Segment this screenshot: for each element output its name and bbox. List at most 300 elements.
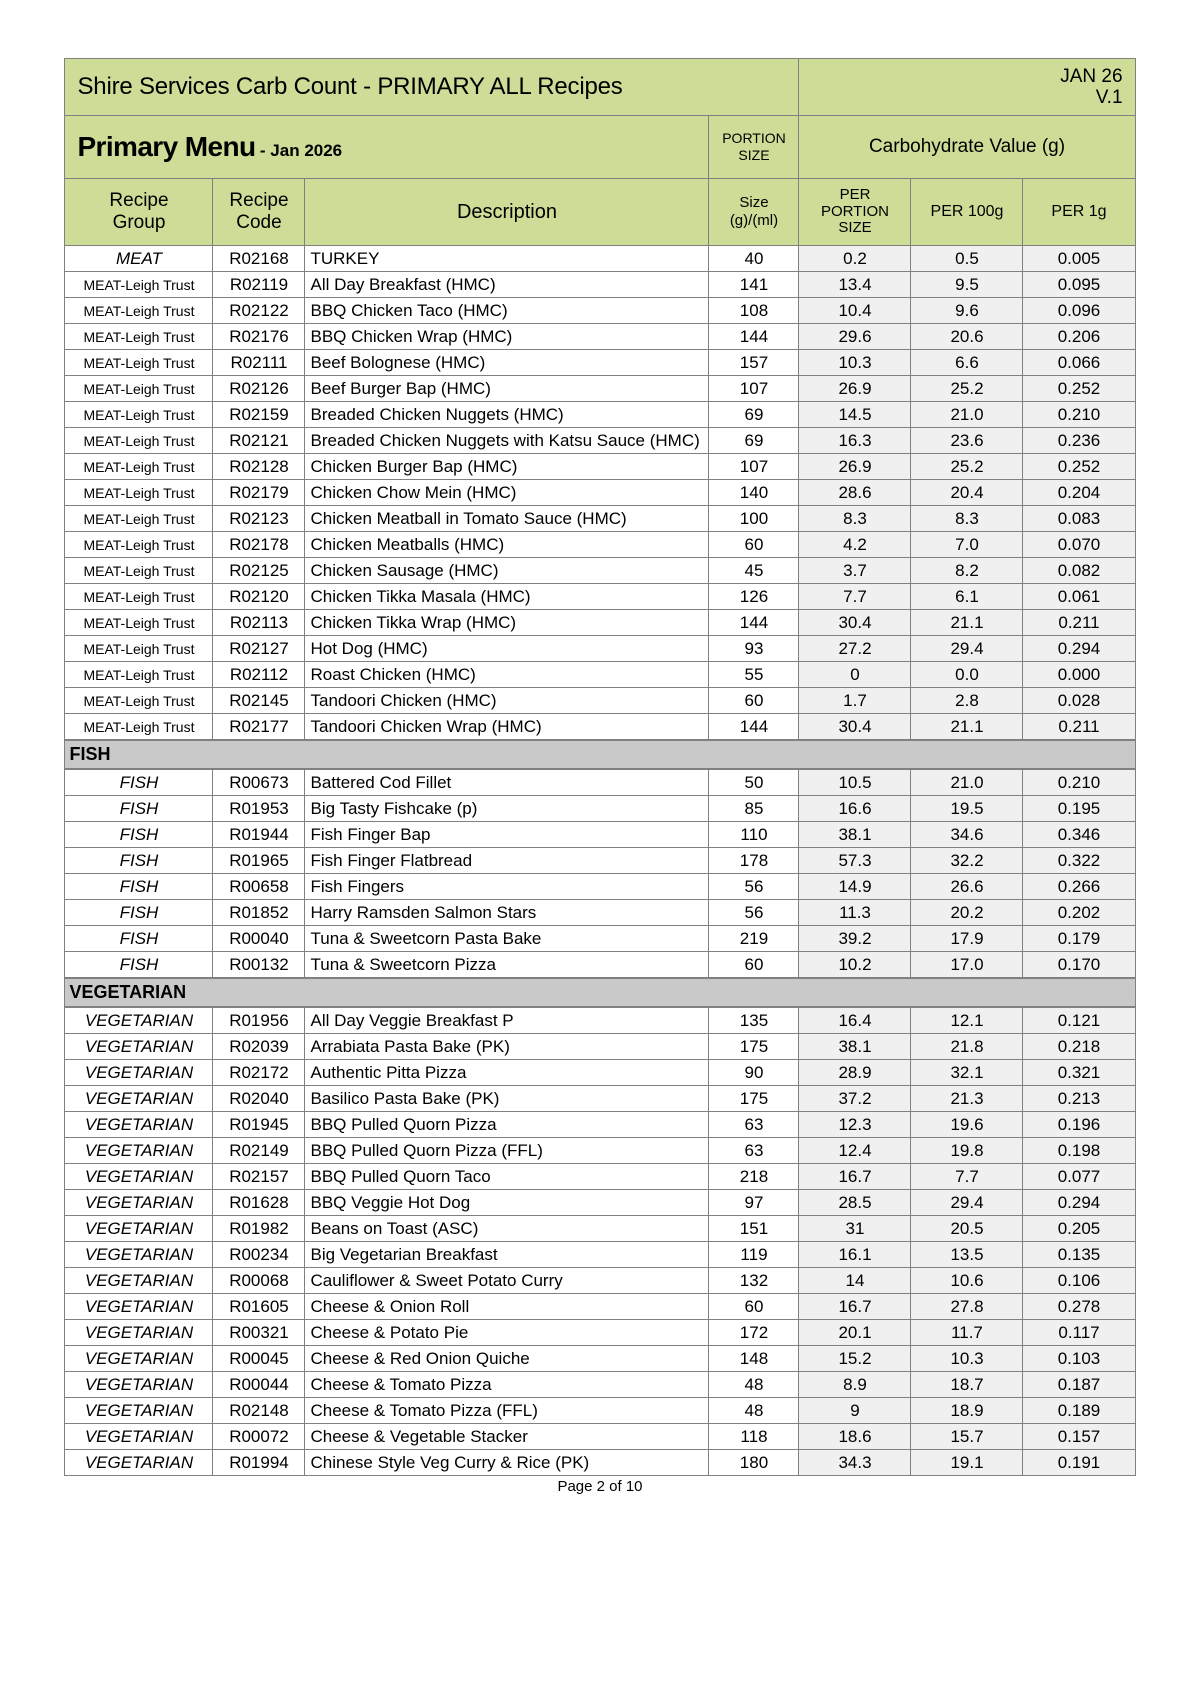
cell-recipe-group: MEAT-Leigh Trust <box>65 480 213 506</box>
cell-description: Cheese & Onion Roll <box>305 1294 709 1320</box>
cell-per-1g: 0.322 <box>1023 848 1135 874</box>
cell-size: 180 <box>709 1450 799 1476</box>
cell-per-100g: 25.2 <box>911 454 1023 480</box>
cell-per-portion-size: 16.7 <box>799 1164 911 1190</box>
cell-recipe-group: VEGETARIAN <box>65 1164 213 1190</box>
table-row <box>65 1112 1135 1138</box>
portion-size-line2: SIZE <box>738 147 770 163</box>
cell-recipe-code: R01628 <box>213 1190 305 1216</box>
cell-per-100g: 20.4 <box>911 480 1023 506</box>
menu-subtitle: - Jan 2026 <box>259 141 343 160</box>
col-size <box>709 179 799 246</box>
cell-per-1g: 0.121 <box>1023 1007 1135 1034</box>
cell-recipe-group: FISH <box>65 848 213 874</box>
cell-per-1g: 0.096 <box>1023 298 1135 324</box>
cell-recipe-group: VEGETARIAN <box>65 1086 213 1112</box>
table-row <box>65 1164 1135 1190</box>
cell-per-1g: 0.187 <box>1023 1372 1135 1398</box>
cell-recipe-code: R00132 <box>213 952 305 979</box>
cell-size: 132 <box>709 1268 799 1294</box>
cell-per-100g: 6.1 <box>911 584 1023 610</box>
cell-size: 119 <box>709 1242 799 1268</box>
carb-count-table <box>64 58 1135 1476</box>
cell-size: 40 <box>709 246 799 272</box>
cell-per-1g: 0.106 <box>1023 1268 1135 1294</box>
cell-size: 175 <box>709 1086 799 1112</box>
cell-size: 69 <box>709 402 799 428</box>
cell-recipe-code: R01994 <box>213 1450 305 1476</box>
cell-recipe-code: R02178 <box>213 532 305 558</box>
cell-recipe-code: R02127 <box>213 636 305 662</box>
cell-recipe-group: MEAT-Leigh Trust <box>65 688 213 714</box>
cell-size: 172 <box>709 1320 799 1346</box>
cell-recipe-code: R02159 <box>213 402 305 428</box>
cell-per-1g: 0.157 <box>1023 1424 1135 1450</box>
cell-size: 144 <box>709 324 799 350</box>
cell-recipe-code: R01945 <box>213 1112 305 1138</box>
cell-description: Battered Cod Fillet <box>305 769 709 796</box>
cell-recipe-code: R02157 <box>213 1164 305 1190</box>
cell-per-1g: 0.103 <box>1023 1346 1135 1372</box>
cell-recipe-group: MEAT-Leigh Trust <box>65 506 213 532</box>
cell-size: 108 <box>709 298 799 324</box>
cell-per-1g: 0.170 <box>1023 952 1135 979</box>
cell-per-1g: 0.082 <box>1023 558 1135 584</box>
cell-description: BBQ Pulled Quorn Taco <box>305 1164 709 1190</box>
col-recipe-code-line1: Recipe <box>229 190 289 212</box>
cell-per-portion-size: 0 <box>799 662 911 688</box>
table-row <box>65 900 1135 926</box>
version-month: JAN 26 <box>1060 65 1123 87</box>
cell-recipe-group: FISH <box>65 769 213 796</box>
cell-recipe-code: R02128 <box>213 454 305 480</box>
cell-per-1g: 0.202 <box>1023 900 1135 926</box>
column-header-row <box>65 179 1135 246</box>
cell-per-portion-size: 39.2 <box>799 926 911 952</box>
cell-description: Breaded Chicken Nuggets with Katsu Sauce (HMC) <box>305 428 709 454</box>
cell-per-portion-size: 38.1 <box>799 822 911 848</box>
cell-per-1g: 0.191 <box>1023 1450 1135 1476</box>
document-title-row <box>65 59 1135 116</box>
table-row <box>65 376 1135 402</box>
cell-recipe-code: R02111 <box>213 350 305 376</box>
cell-description: Cheese & Tomato Pizza (FFL) <box>305 1398 709 1424</box>
cell-per-portion-size: 14.5 <box>799 402 911 428</box>
cell-size: 56 <box>709 874 799 900</box>
cell-recipe-group: FISH <box>65 952 213 979</box>
table-row <box>65 480 1135 506</box>
cell-size: 60 <box>709 532 799 558</box>
cell-per-portion-size: 12.3 <box>799 1112 911 1138</box>
cell-description: Cheese & Potato Pie <box>305 1320 709 1346</box>
cell-size: 60 <box>709 952 799 979</box>
table-row <box>65 769 1135 796</box>
cell-size: 144 <box>709 610 799 636</box>
table-row <box>65 952 1135 979</box>
cell-per-100g: 17.0 <box>911 952 1023 979</box>
cell-per-portion-size: 15.2 <box>799 1346 911 1372</box>
cell-description: Cheese & Tomato Pizza <box>305 1372 709 1398</box>
cell-size: 48 <box>709 1398 799 1424</box>
cell-description: Arrabiata Pasta Bake (PK) <box>305 1034 709 1060</box>
cell-recipe-group: VEGETARIAN <box>65 1450 213 1476</box>
cell-size: 63 <box>709 1138 799 1164</box>
cell-size: 107 <box>709 454 799 480</box>
col-recipe-code-line2: Code <box>236 212 282 233</box>
table-row <box>65 558 1135 584</box>
cell-per-portion-size: 11.3 <box>799 900 911 926</box>
cell-per-100g: 0.5 <box>911 246 1023 272</box>
cell-recipe-code: R02120 <box>213 584 305 610</box>
table-row <box>65 246 1135 272</box>
cell-per-1g: 0.346 <box>1023 822 1135 848</box>
cell-description: Harry Ramsden Salmon Stars <box>305 900 709 926</box>
cell-description: Beef Burger Bap (HMC) <box>305 376 709 402</box>
cell-per-1g: 0.198 <box>1023 1138 1135 1164</box>
col-size-line2: (g)/(ml) <box>729 212 779 229</box>
cell-per-100g: 26.6 <box>911 874 1023 900</box>
cell-per-portion-size: 30.4 <box>799 610 911 636</box>
cell-recipe-code: R00044 <box>213 1372 305 1398</box>
cell-recipe-code: R02040 <box>213 1086 305 1112</box>
cell-per-1g: 0.179 <box>1023 926 1135 952</box>
cell-per-100g: 21.0 <box>911 769 1023 796</box>
cell-description: Beans on Toast (ASC) <box>305 1216 709 1242</box>
cell-description: Chicken Meatballs (HMC) <box>305 532 709 558</box>
col-per-1g: PER 1g <box>1023 179 1135 246</box>
cell-size: 48 <box>709 1372 799 1398</box>
cell-per-1g: 0.077 <box>1023 1164 1135 1190</box>
cell-recipe-group: MEAT-Leigh Trust <box>65 376 213 402</box>
cell-per-100g: 19.5 <box>911 796 1023 822</box>
cell-per-100g: 21.3 <box>911 1086 1023 1112</box>
cell-description: BBQ Pulled Quorn Pizza <box>305 1112 709 1138</box>
cell-per-100g: 20.5 <box>911 1216 1023 1242</box>
cell-per-portion-size: 10.2 <box>799 952 911 979</box>
table-row <box>65 1450 1135 1476</box>
cell-per-100g: 0.0 <box>911 662 1023 688</box>
table-row <box>65 1190 1135 1216</box>
cell-recipe-code: R00040 <box>213 926 305 952</box>
cell-recipe-group: VEGETARIAN <box>65 1424 213 1450</box>
cell-recipe-group: MEAT <box>65 246 213 272</box>
table-row <box>65 1242 1135 1268</box>
cell-recipe-code: R02177 <box>213 714 305 741</box>
cell-per-portion-size: 7.7 <box>799 584 911 610</box>
cell-per-1g: 0.000 <box>1023 662 1135 688</box>
cell-recipe-code: R02119 <box>213 272 305 298</box>
table-row <box>65 1138 1135 1164</box>
cell-per-portion-size: 10.5 <box>799 769 911 796</box>
cell-recipe-group: MEAT-Leigh Trust <box>65 636 213 662</box>
cell-description: Basilico Pasta Bake (PK) <box>305 1086 709 1112</box>
cell-recipe-code: R00045 <box>213 1346 305 1372</box>
carbohydrate-value-header: Carbohydrate Value (g) <box>799 116 1135 179</box>
cell-per-1g: 0.252 <box>1023 376 1135 402</box>
cell-recipe-group: MEAT-Leigh Trust <box>65 402 213 428</box>
cell-description: All Day Breakfast (HMC) <box>305 272 709 298</box>
cell-per-portion-size: 37.2 <box>799 1086 911 1112</box>
cell-recipe-group: FISH <box>65 874 213 900</box>
cell-recipe-code: R00234 <box>213 1242 305 1268</box>
cell-description: Big Tasty Fishcake (p) <box>305 796 709 822</box>
table-row <box>65 532 1135 558</box>
cell-per-portion-size: 28.9 <box>799 1060 911 1086</box>
cell-recipe-group: VEGETARIAN <box>65 1398 213 1424</box>
cell-recipe-code: R02149 <box>213 1138 305 1164</box>
cell-description: Chicken Tikka Masala (HMC) <box>305 584 709 610</box>
cell-size: 126 <box>709 584 799 610</box>
table-row <box>65 1216 1135 1242</box>
cell-per-portion-size: 16.4 <box>799 1007 911 1034</box>
cell-per-1g: 0.028 <box>1023 688 1135 714</box>
cell-per-100g: 9.5 <box>911 272 1023 298</box>
cell-recipe-code: R02126 <box>213 376 305 402</box>
cell-per-1g: 0.252 <box>1023 454 1135 480</box>
cell-recipe-code: R02148 <box>213 1398 305 1424</box>
cell-per-portion-size: 13.4 <box>799 272 911 298</box>
table-row <box>65 350 1135 376</box>
cell-recipe-code: R02122 <box>213 298 305 324</box>
table-row <box>65 714 1135 741</box>
cell-description: Tuna & Sweetcorn Pizza <box>305 952 709 979</box>
cell-recipe-code: R01605 <box>213 1294 305 1320</box>
cell-per-100g: 27.8 <box>911 1294 1023 1320</box>
cell-per-100g: 20.2 <box>911 900 1023 926</box>
cell-per-portion-size: 26.9 <box>799 454 911 480</box>
table-row <box>65 584 1135 610</box>
cell-description: Cheese & Vegetable Stacker <box>305 1424 709 1450</box>
cell-per-portion-size: 20.1 <box>799 1320 911 1346</box>
cell-per-100g: 11.7 <box>911 1320 1023 1346</box>
cell-description: BBQ Chicken Taco (HMC) <box>305 298 709 324</box>
cell-size: 151 <box>709 1216 799 1242</box>
cell-description: Cauliflower & Sweet Potato Curry <box>305 1268 709 1294</box>
cell-recipe-group: FISH <box>65 926 213 952</box>
table-row <box>65 1060 1135 1086</box>
cell-per-1g: 0.061 <box>1023 584 1135 610</box>
cell-description: Breaded Chicken Nuggets (HMC) <box>305 402 709 428</box>
cell-recipe-group: MEAT-Leigh Trust <box>65 532 213 558</box>
table-row <box>65 1320 1135 1346</box>
table-row <box>65 1398 1135 1424</box>
cell-size: 60 <box>709 688 799 714</box>
cell-per-portion-size: 27.2 <box>799 636 911 662</box>
menu-title-cell <box>65 116 709 179</box>
cell-description: Hot Dog (HMC) <box>305 636 709 662</box>
cell-size: 135 <box>709 1007 799 1034</box>
cell-per-100g: 19.6 <box>911 1112 1023 1138</box>
col-per-portion-size <box>799 179 911 246</box>
cell-per-portion-size: 8.9 <box>799 1372 911 1398</box>
cell-per-100g: 21.1 <box>911 714 1023 741</box>
cell-recipe-code: R01965 <box>213 848 305 874</box>
cell-per-100g: 19.8 <box>911 1138 1023 1164</box>
cell-per-1g: 0.083 <box>1023 506 1135 532</box>
menu-header-row <box>65 116 1135 179</box>
cell-description: Chinese Style Veg Curry & Rice (PK) <box>305 1450 709 1476</box>
cell-size: 85 <box>709 796 799 822</box>
cell-per-portion-size: 16.3 <box>799 428 911 454</box>
table-row <box>65 822 1135 848</box>
cell-per-portion-size: 57.3 <box>799 848 911 874</box>
table-row <box>65 874 1135 900</box>
cell-per-100g: 21.8 <box>911 1034 1023 1060</box>
cell-per-1g: 0.117 <box>1023 1320 1135 1346</box>
table-row <box>65 298 1135 324</box>
cell-per-portion-size: 4.2 <box>799 532 911 558</box>
cell-recipe-code: R02121 <box>213 428 305 454</box>
cell-recipe-group: MEAT-Leigh Trust <box>65 454 213 480</box>
cell-per-1g: 0.206 <box>1023 324 1135 350</box>
col-recipe-group <box>65 179 213 246</box>
cell-recipe-code: R02123 <box>213 506 305 532</box>
cell-description: Tandoori Chicken Wrap (HMC) <box>305 714 709 741</box>
cell-per-portion-size: 18.6 <box>799 1424 911 1450</box>
cell-per-100g: 17.9 <box>911 926 1023 952</box>
cell-description: Chicken Meatball in Tomato Sauce (HMC) <box>305 506 709 532</box>
cell-description: BBQ Pulled Quorn Pizza (FFL) <box>305 1138 709 1164</box>
cell-per-1g: 0.189 <box>1023 1398 1135 1424</box>
document-title: Shire Services Carb Count - PRIMARY ALL Recipes <box>65 59 799 116</box>
cell-recipe-code: R01953 <box>213 796 305 822</box>
cell-recipe-code: R01956 <box>213 1007 305 1034</box>
cell-per-1g: 0.005 <box>1023 246 1135 272</box>
cell-per-portion-size: 30.4 <box>799 714 911 741</box>
cell-size: 118 <box>709 1424 799 1450</box>
cell-recipe-code: R02125 <box>213 558 305 584</box>
col-per-portion-line1: PER <box>839 185 871 203</box>
cell-description: Chicken Burger Bap (HMC) <box>305 454 709 480</box>
cell-size: 100 <box>709 506 799 532</box>
cell-per-100g: 8.2 <box>911 558 1023 584</box>
cell-size: 63 <box>709 1112 799 1138</box>
cell-recipe-group: VEGETARIAN <box>65 1138 213 1164</box>
cell-description: Fish Finger Flatbread <box>305 848 709 874</box>
cell-per-100g: 18.7 <box>911 1372 1023 1398</box>
document-version <box>799 59 1135 116</box>
cell-per-1g: 0.204 <box>1023 480 1135 506</box>
cell-recipe-code: R02113 <box>213 610 305 636</box>
table-row <box>65 688 1135 714</box>
table-row <box>65 848 1135 874</box>
cell-per-100g: 29.4 <box>911 636 1023 662</box>
cell-recipe-group: MEAT-Leigh Trust <box>65 558 213 584</box>
cell-recipe-group: VEGETARIAN <box>65 1007 213 1034</box>
cell-description: Big Vegetarian Breakfast <box>305 1242 709 1268</box>
cell-per-portion-size: 14 <box>799 1268 911 1294</box>
cell-recipe-code: R02172 <box>213 1060 305 1086</box>
cell-recipe-code: R02168 <box>213 246 305 272</box>
cell-recipe-code: R00068 <box>213 1268 305 1294</box>
cell-size: 90 <box>709 1060 799 1086</box>
cell-per-portion-size: 38.1 <box>799 1034 911 1060</box>
col-size-line1: Size <box>739 194 769 211</box>
cell-size: 140 <box>709 480 799 506</box>
cell-per-portion-size: 10.3 <box>799 350 911 376</box>
col-description: Description <box>305 179 709 246</box>
cell-per-100g: 20.6 <box>911 324 1023 350</box>
cell-description: All Day Veggie Breakfast P <box>305 1007 709 1034</box>
cell-per-portion-size: 10.4 <box>799 298 911 324</box>
cell-description: BBQ Veggie Hot Dog <box>305 1190 709 1216</box>
cell-per-1g: 0.196 <box>1023 1112 1135 1138</box>
cell-per-1g: 0.213 <box>1023 1086 1135 1112</box>
table-row <box>65 796 1135 822</box>
col-recipe-group-line1: Recipe <box>109 190 169 212</box>
cell-description: Chicken Sausage (HMC) <box>305 558 709 584</box>
cell-per-portion-size: 28.6 <box>799 480 911 506</box>
table-row <box>65 1372 1135 1398</box>
cell-per-100g: 29.4 <box>911 1190 1023 1216</box>
cell-recipe-group: FISH <box>65 900 213 926</box>
cell-recipe-group: VEGETARIAN <box>65 1346 213 1372</box>
cell-per-portion-size: 3.7 <box>799 558 911 584</box>
cell-per-100g: 18.9 <box>911 1398 1023 1424</box>
cell-recipe-group: VEGETARIAN <box>65 1190 213 1216</box>
cell-size: 69 <box>709 428 799 454</box>
cell-size: 144 <box>709 714 799 741</box>
cell-per-1g: 0.205 <box>1023 1216 1135 1242</box>
col-per-portion-line3: SIZE <box>838 219 872 237</box>
cell-per-1g: 0.070 <box>1023 532 1135 558</box>
cell-per-100g: 12.1 <box>911 1007 1023 1034</box>
cell-recipe-code: R00321 <box>213 1320 305 1346</box>
cell-description: Tuna & Sweetcorn Pasta Bake <box>305 926 709 952</box>
cell-per-portion-size: 9 <box>799 1398 911 1424</box>
cell-recipe-group: VEGETARIAN <box>65 1294 213 1320</box>
table-row <box>65 1424 1135 1450</box>
cell-recipe-group: VEGETARIAN <box>65 1320 213 1346</box>
cell-per-100g: 6.6 <box>911 350 1023 376</box>
table-row <box>65 1086 1135 1112</box>
cell-recipe-code: R00072 <box>213 1424 305 1450</box>
cell-per-1g: 0.321 <box>1023 1060 1135 1086</box>
cell-size: 110 <box>709 822 799 848</box>
cell-per-100g: 8.3 <box>911 506 1023 532</box>
cell-recipe-code: R02112 <box>213 662 305 688</box>
cell-recipe-code: R00658 <box>213 874 305 900</box>
portion-size-header <box>709 116 799 179</box>
cell-per-portion-size: 0.2 <box>799 246 911 272</box>
cell-recipe-group: MEAT-Leigh Trust <box>65 714 213 741</box>
cell-recipe-code: R01852 <box>213 900 305 926</box>
cell-per-portion-size: 29.6 <box>799 324 911 350</box>
cell-per-portion-size: 34.3 <box>799 1450 911 1476</box>
cell-per-100g: 10.6 <box>911 1268 1023 1294</box>
cell-size: 219 <box>709 926 799 952</box>
menu-title: Primary Menu <box>77 131 256 162</box>
cell-recipe-code: R01982 <box>213 1216 305 1242</box>
cell-per-portion-size: 16.7 <box>799 1294 911 1320</box>
section-header-row <box>65 740 1135 769</box>
cell-description: Roast Chicken (HMC) <box>305 662 709 688</box>
cell-size: 107 <box>709 376 799 402</box>
portion-size-line1: PORTION <box>722 130 786 147</box>
cell-description: BBQ Chicken Wrap (HMC) <box>305 324 709 350</box>
cell-per-1g: 0.236 <box>1023 428 1135 454</box>
cell-size: 157 <box>709 350 799 376</box>
cell-description: Cheese & Red Onion Quiche <box>305 1346 709 1372</box>
cell-per-1g: 0.294 <box>1023 636 1135 662</box>
cell-per-portion-size: 8.3 <box>799 506 911 532</box>
cell-per-100g: 23.6 <box>911 428 1023 454</box>
cell-per-1g: 0.278 <box>1023 1294 1135 1320</box>
cell-size: 97 <box>709 1190 799 1216</box>
cell-per-100g: 25.2 <box>911 376 1023 402</box>
table-row <box>65 1346 1135 1372</box>
table-row <box>65 454 1135 480</box>
